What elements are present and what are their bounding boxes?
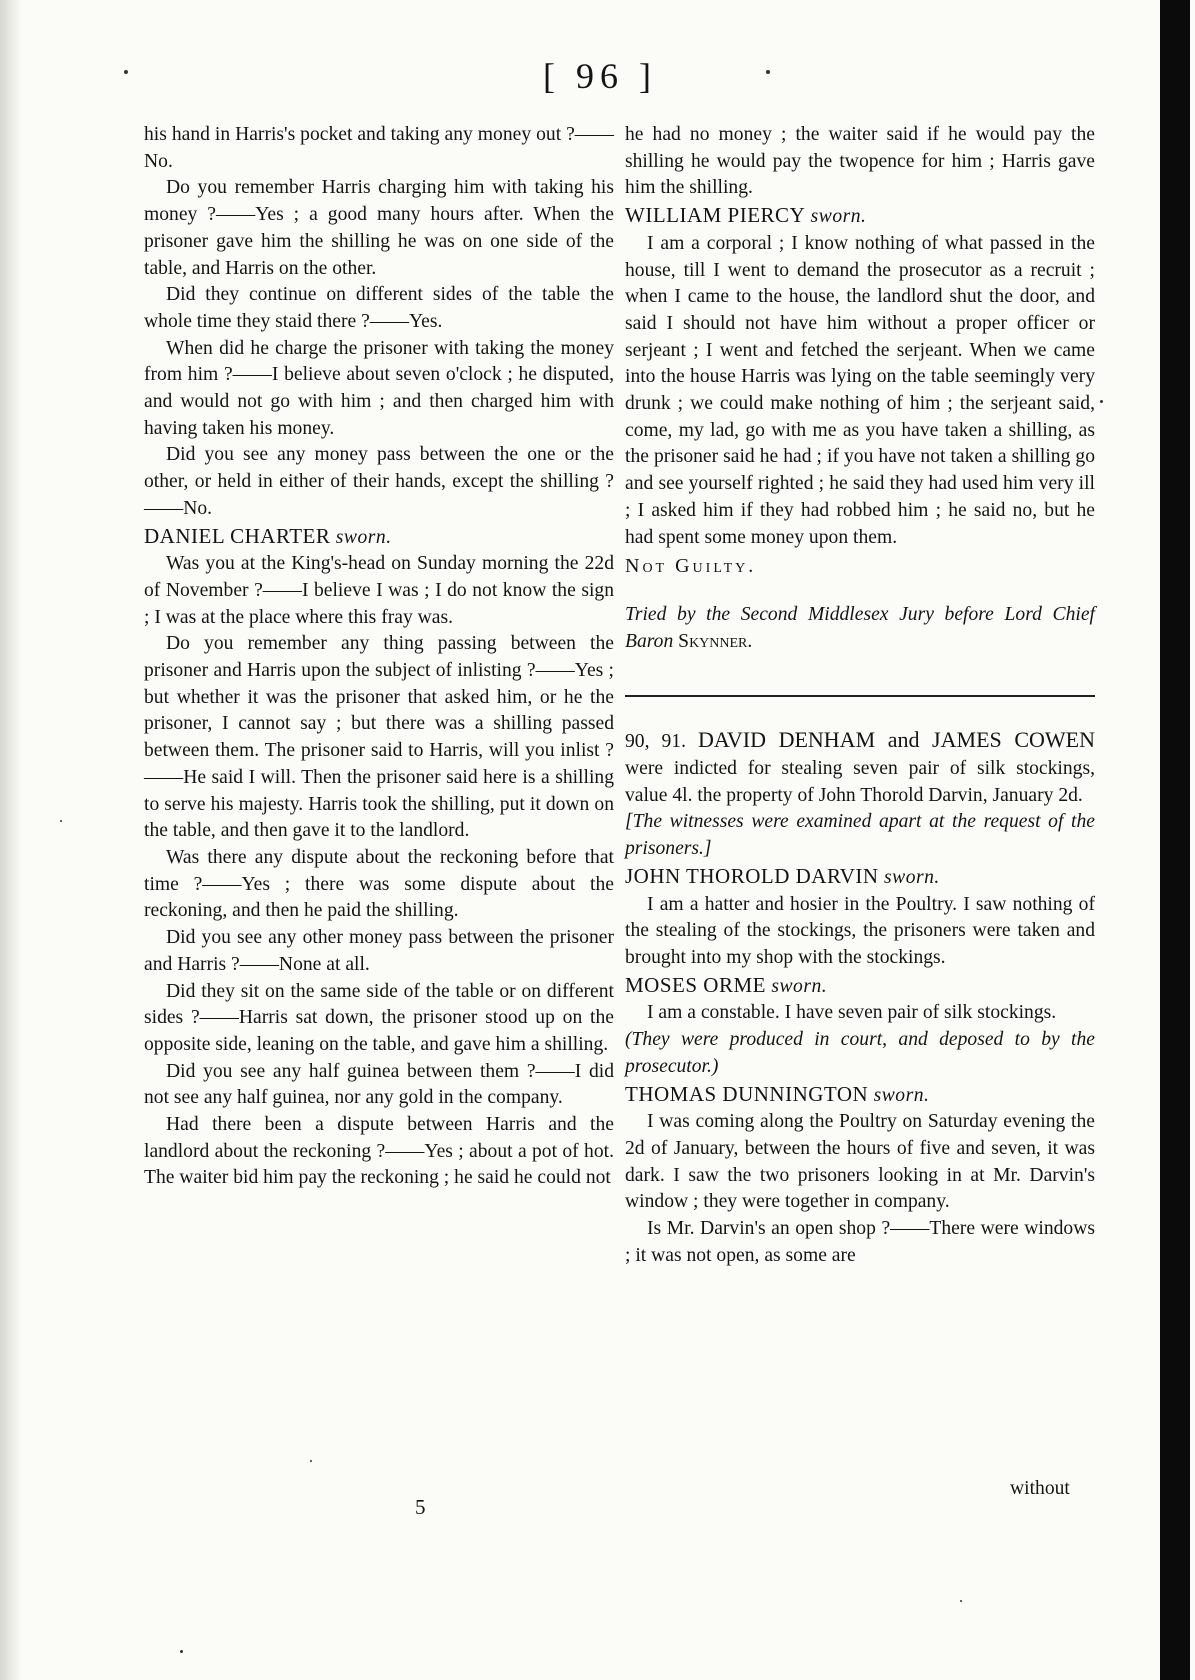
scan-speck — [310, 1460, 312, 1462]
testimony-paragraph: I am a hatter and hosier in the Poultry. I saw nothing of the stealing of the stockings, the prisoners were taken and brought into my shop with the stockings. — [625, 893, 1095, 968]
sworn-label: sworn. — [771, 975, 828, 997]
witness-name: MOSES ORME — [625, 972, 766, 997]
section-rule — [625, 695, 1095, 697]
case-number: 90, 91. — [625, 731, 686, 753]
testimony-paragraph: Was there any dispute about the reckoning before that time ?——Yes ; there was some dispute about the reckoning, and then he paid the shilling. — [144, 846, 614, 922]
sworn-label: sworn. — [884, 866, 940, 888]
witness-name: THOMAS DUNNINGTON — [625, 1081, 869, 1106]
testimony-paragraph: his hand in Harris's pocket and taking any money out ?——No. — [144, 124, 614, 172]
bracketed-note: [The witnesses were examined apart at the request of the prisoners.] — [625, 811, 1095, 860]
scan-speck — [960, 1600, 962, 1602]
testimony-paragraph: Did they continue on different sides of the table the whole time they staid there ?——Yes. — [144, 284, 614, 332]
witness-heading — [625, 202, 1095, 231]
witness-heading — [625, 972, 1095, 1001]
sworn-label: sworn. — [810, 206, 867, 228]
defendant-names: DAVID DENHAM and JAMES COWEN — [697, 727, 1095, 753]
catchword: without — [1010, 1478, 1070, 1499]
scan-speck — [1100, 400, 1103, 403]
scan-speck — [124, 70, 128, 74]
testimony-paragraph: Did you see any other money pass between the prisoner and Harris ?——None at all. — [144, 927, 614, 975]
testimony-paragraph: Had there been a dispute between Harris and the landlord about the reckoning ?——Yes ; about a pot of hot. The waiter bid him pay the reckoning ; he said he could not — [144, 1114, 614, 1189]
witness-heading — [625, 863, 1095, 892]
testimony-paragraph: When did he charge the prisoner with taking the money from him ?——I believe about seven o'clock ; he disputed, and would not go with him ; and then charged him with having taken his money. — [144, 337, 614, 439]
page-number: [ 96 ] — [543, 56, 657, 96]
sworn-label: sworn. — [873, 1084, 930, 1106]
verdict: Not Guilty. — [625, 555, 757, 578]
testimony-paragraph: Did they sit on the same side of the table or on different sides ?——Harris sat down, the prisoner stood up on the opposite side, leaning on the table, and gave him a shilling. — [144, 980, 614, 1055]
testimony-paragraph: Did you see any half guinea between them ?——I did not see any half guinea, nor any gold in the company. — [144, 1060, 614, 1109]
sworn-label: sworn. — [335, 526, 392, 548]
court-note — [625, 602, 1095, 655]
scan-border-bar — [1160, 0, 1190, 1680]
court-text: Tried by the Second Middlesex Jury before Lord Chief Baron — [625, 603, 1095, 652]
testimony-paragraph: I am a corporal ; I know nothing of what passed in the house, till I went to demand the prosecutor as a recruit ; when I came to the house, the landlord shut the door, and said I should not have him without a proper officer or serjeant ; I went and fetched the serjeant. When we came into the house Harris was lying on the table seemingly very drunk ; we could make nothing of him ; the serjeant said, come, my lad, go with me as you have taken a shilling, as the prisoner said he had ; if you have not taken a shilling go and see yourself righted ; he said they had used him very ill ; I asked him if they had robbed him ; he said no, but he had spent some money upon them. — [625, 232, 1095, 548]
right-column — [625, 122, 1095, 1269]
testimony-paragraph: Do you remember any thing passing between the prisoner and Harris upon the subject of inlisting ?——Yes ; but whether it was the prisoner that asked him, or he the prisoner, I cannot say ; but there was a shilling passed between them. The prisoner said to Harris, will you inlist ?——He said I will. Then the prisoner said here is a shilling to serve his majesty. Harris took the shilling, put it down on the table, and then gave it to the landlord. — [144, 633, 614, 842]
testimony-paragraph: he had no money ; the waiter said if he would pay the shilling he would pay the twopence for him ; Harris gave him the shilling. — [625, 124, 1095, 199]
scan-speck — [180, 1650, 183, 1653]
testimony-paragraph: Was you at the King's-head on Sunday morning the 22d of November ?——I believe I was ; I do not know the sign ; I was at the place where this fray was. — [144, 553, 614, 628]
signature-mark: 5 — [415, 1495, 426, 1519]
witness-name: DANIEL CHARTER — [144, 523, 331, 548]
testimony-paragraph: Do you remember Harris charging him with taking his money ?——Yes ; a good many hours after. When the prisoner gave him the shilling he was on one side of the table, and Harris on the other. — [144, 177, 614, 279]
testimony-paragraph: Did you see any money pass between the one or the other, or held in either of their hands, except the shilling ?——No. — [144, 444, 614, 519]
witness-name: JOHN THOROLD DARVIN — [625, 863, 879, 888]
witness-heading — [625, 1081, 1095, 1110]
testimony-paragraph: I was coming along the Poultry on Saturday evening the 2d of January, between the hours of five and seven, it was dark. I saw the two prisoners looking in at Mr. Darvin's window ; they were together in company. — [625, 1111, 1095, 1213]
testimony-paragraph: I am a constable. I have seven pair of silk stockings. — [647, 1002, 1057, 1024]
witness-name: WILLIAM PIERCY — [625, 203, 806, 228]
testimony-paragraph: Is Mr. Darvin's an open shop ?——There were windows ; it was not open, as some are — [625, 1218, 1095, 1266]
left-column — [144, 122, 614, 1192]
page-edge-shadow — [0, 0, 22, 1680]
case-header — [625, 727, 1095, 809]
bracketed-note: (They were produced in court, and deposed to by the prosecutor.) — [625, 1029, 1095, 1077]
scan-speck — [766, 70, 770, 74]
scan-speck — [60, 820, 62, 822]
witness-heading — [144, 523, 614, 552]
judge-name: Skynner. — [678, 630, 753, 652]
indictment-text: were indicted for stealing seven pair of silk stockings, value 4l. the property of John Thorold Darvin, January 2d. — [625, 758, 1095, 806]
